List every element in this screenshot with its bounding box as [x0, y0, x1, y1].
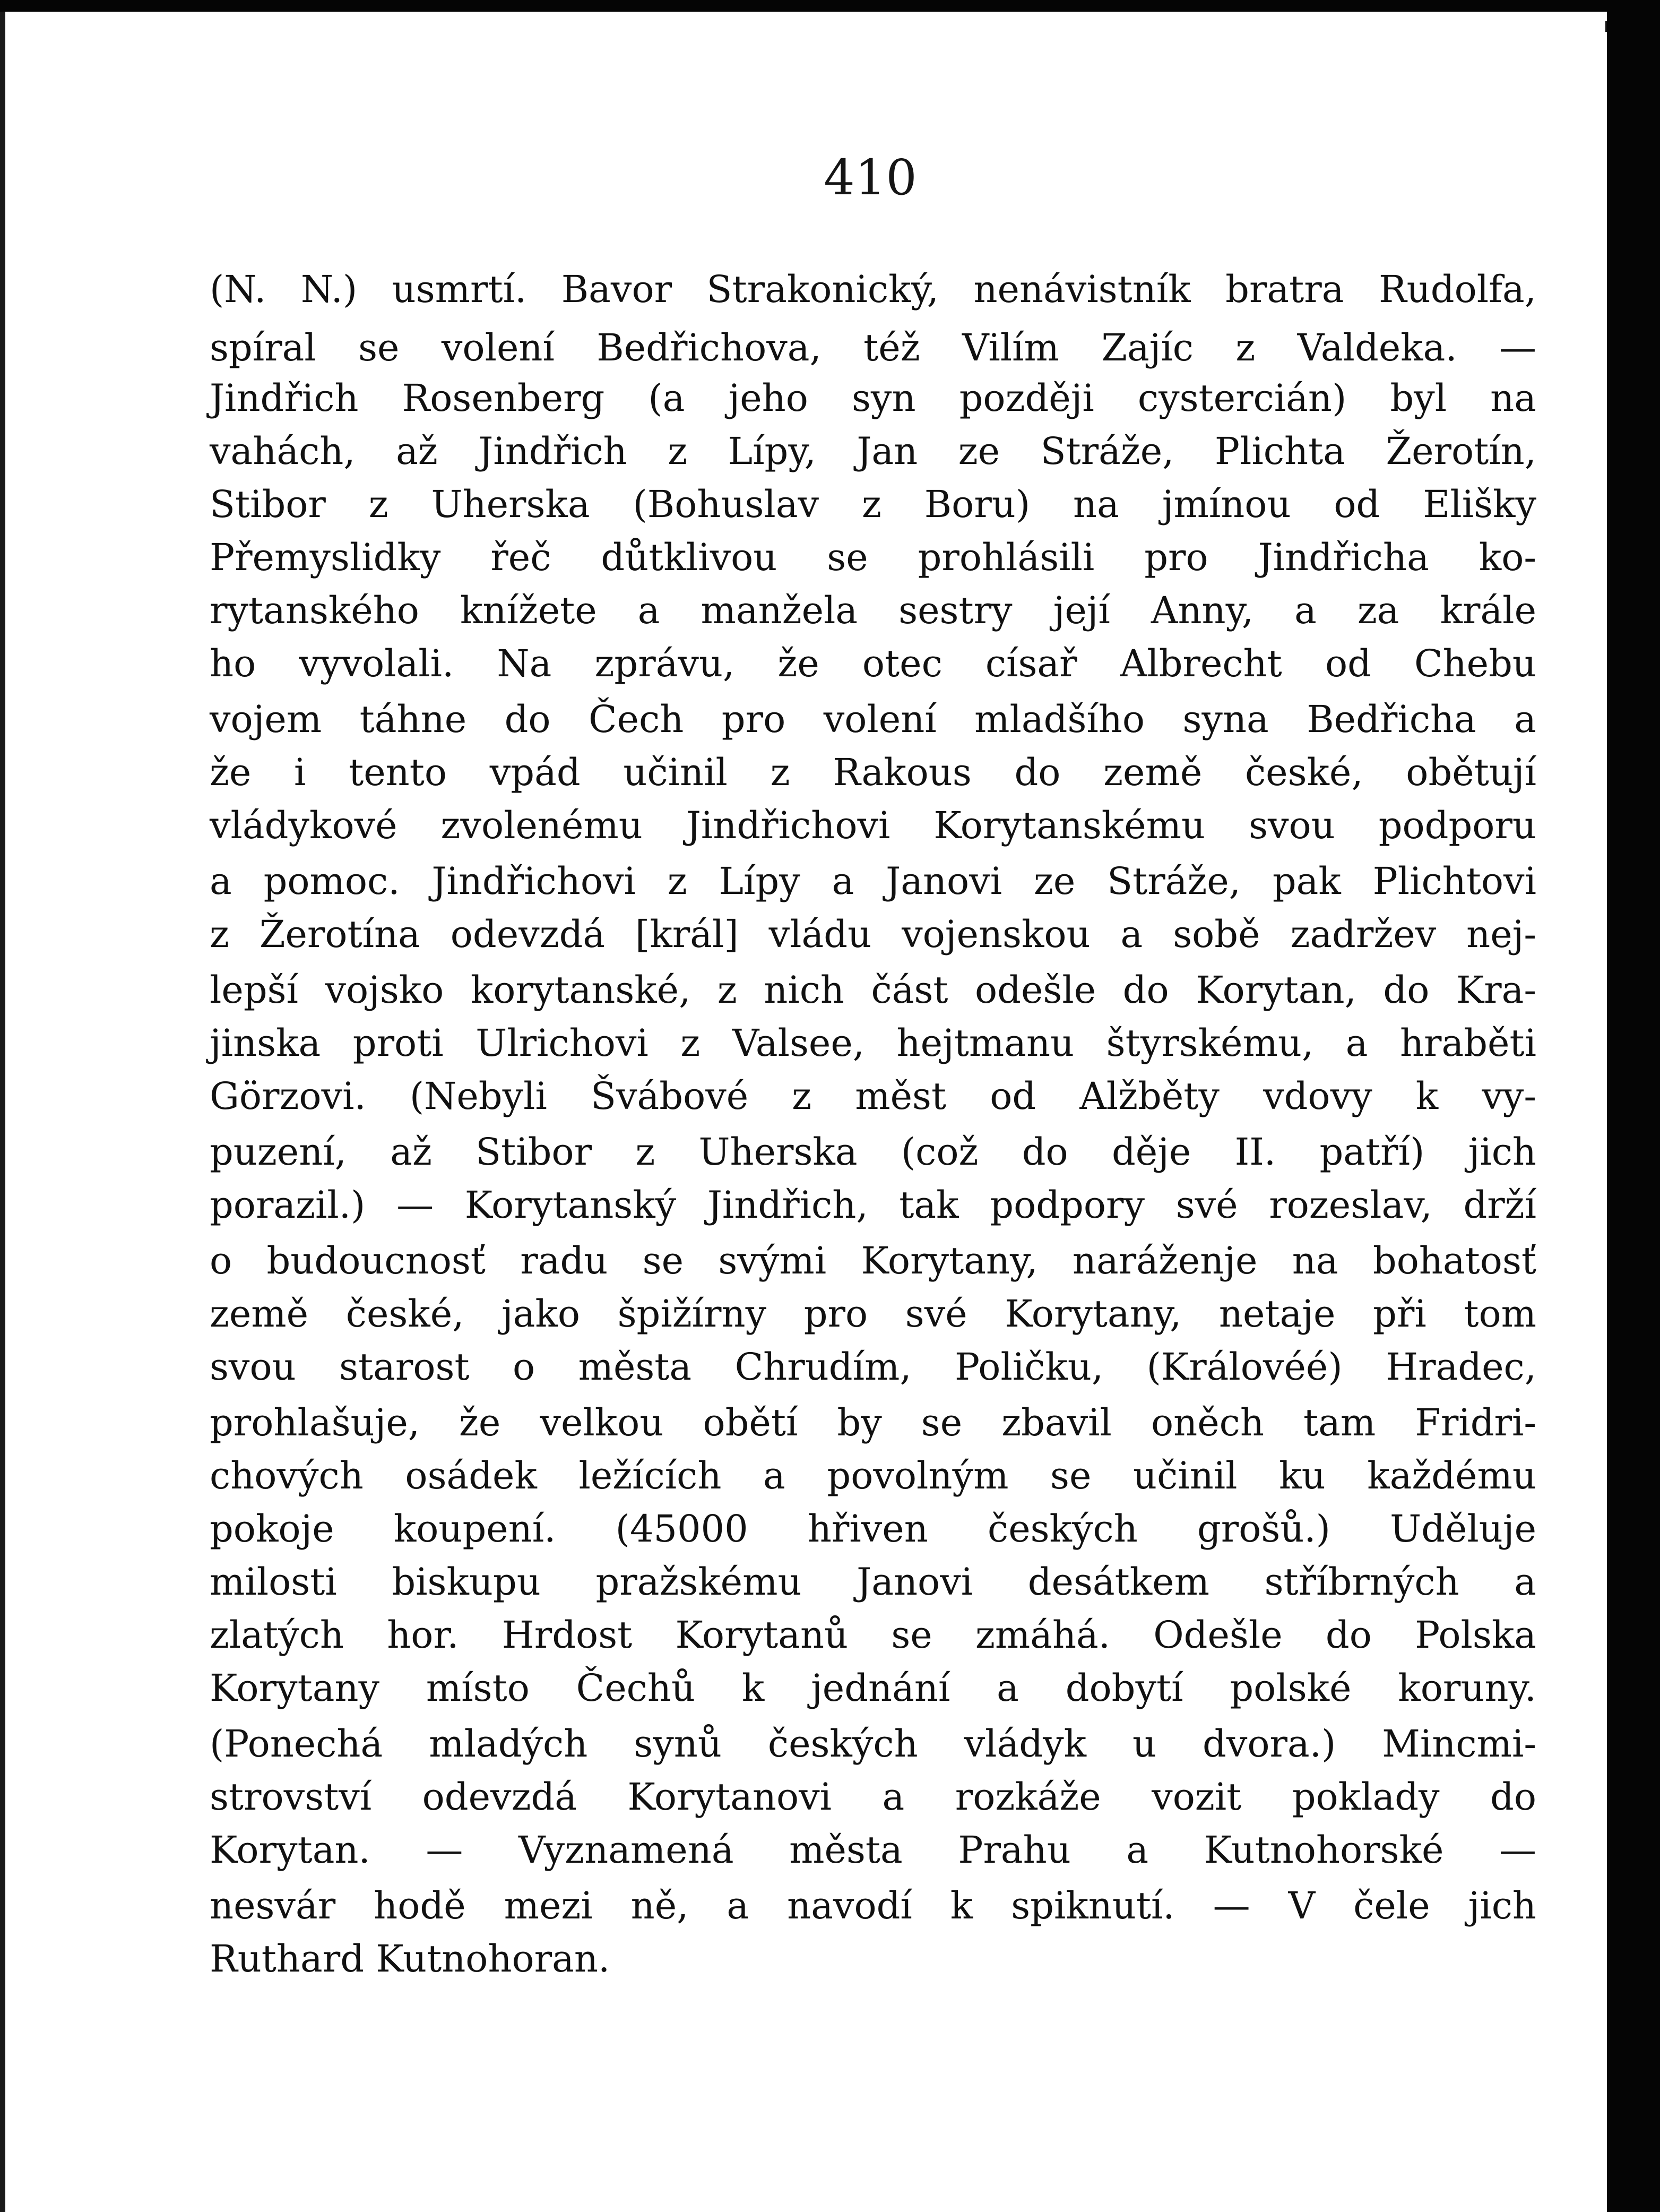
text-line: lepší vojsko korytanské, z nich část odešle do Korytan, do Kra-: [210, 968, 1536, 1012]
scan-right-gap: [1603, 32, 1607, 2212]
text-line: jinska proti Ulrichovi z Valsee, hejtmanu štyrskému, a hraběti: [210, 1021, 1536, 1065]
scan-right-border: [1607, 0, 1660, 2212]
text-line: Görzovi. (Nebyli Švábové z měst od Alžběty vdovy k vy-: [210, 1074, 1536, 1118]
scan-top-border: [0, 0, 1660, 12]
text-line: o budoucnosť radu se svými Korytany, naráženje na bohatosť: [210, 1239, 1536, 1283]
text-line: nesvár hodě mezi ně, a navodí k spiknutí. — V čele jich: [210, 1884, 1536, 1927]
text-line: rytanského knížete a manžela sestry její Anny, a za krále: [210, 589, 1536, 632]
text-line: (Ponechá mladých synů českých vládyk u dvora.) Mincmi-: [210, 1722, 1536, 1766]
text-line: vahách, až Jindřich z Lípy, Jan ze Stráže, Plichta Žerotín,: [210, 429, 1536, 473]
text-line: spíral se volení Bedřichova, též Vilím Zajíc z Valdeka. —: [210, 326, 1536, 369]
text-line: prohlašuje, že velkou obětí by se zbavil oněch tam Fridri-: [210, 1401, 1536, 1444]
text-line: Přemyslidky řeč důtklivou se prohlásili pro Jindřicha ko-: [210, 536, 1536, 579]
text-line: že i tento vpád učinil z Rakous do země české, obětují: [210, 751, 1536, 794]
text-line: Ruthard Kutnohoran.: [210, 1937, 610, 1981]
page-number: 410: [824, 149, 917, 206]
text-line: svou starost o města Chrudím, Poličku, (Královéé) Hradec,: [210, 1345, 1536, 1389]
text-line: pokoje koupení. (45000 hřiven českých grošů.) Uděluje: [210, 1507, 1536, 1551]
scan-left-edge: [0, 0, 5, 2212]
text-line: (N. N.) usmrtí. Bavor Strakonický, nenávistník bratra Rudolfa,: [210, 268, 1536, 311]
text-line: Korytany místo Čechů k jednání a dobytí polské koruny.: [210, 1666, 1536, 1710]
text-line: Stibor z Uherska (Bohuslav z Boru) na jmínou od Elišky: [210, 483, 1536, 526]
text-line: strovství odevzdá Korytanovi a rozkáže vozit poklady do: [210, 1775, 1536, 1819]
text-line: vojem táhne do Čech pro volení mladšího syna Bedřicha a: [210, 698, 1536, 741]
text-line: a pomoc. Jindřichovi z Lípy a Janovi ze Stráže, pak Plichtovi: [210, 859, 1536, 903]
text-line: chových osádek ležících a povolným se učinil ku každému: [210, 1454, 1536, 1497]
text-line: země české, jako špižírny pro své Korytany, netaje při tom: [210, 1292, 1536, 1336]
text-line: puzení, až Stibor z Uherska (což do děje II. patří) jich: [210, 1130, 1536, 1174]
text-line: Korytan. — Vyznamená města Prahu a Kutnohorské —: [210, 1828, 1536, 1872]
text-line: Jindřich Rosenberg (a jeho syn později cystercián) byl na: [210, 376, 1536, 420]
text-line: porazil.) — Korytanský Jindřich, tak podpory své rozeslav, drží: [210, 1183, 1536, 1227]
text-line: milosti biskupu pražskému Janovi desátkem stříbrných a: [210, 1560, 1536, 1604]
text-line: zlatých hor. Hrdost Korytanů se zmáhá. Odešle do Polska: [210, 1613, 1536, 1657]
text-line: vládykové zvolenému Jindřichovi Korytanskému svou podporu: [210, 804, 1536, 847]
text-line: z Žerotína odevzdá [král] vládu vojenskou a sobě zadržev nej-: [210, 913, 1536, 956]
text-line: ho vyvolali. Na zprávu, že otec císař Albrecht od Chebu: [210, 642, 1536, 685]
